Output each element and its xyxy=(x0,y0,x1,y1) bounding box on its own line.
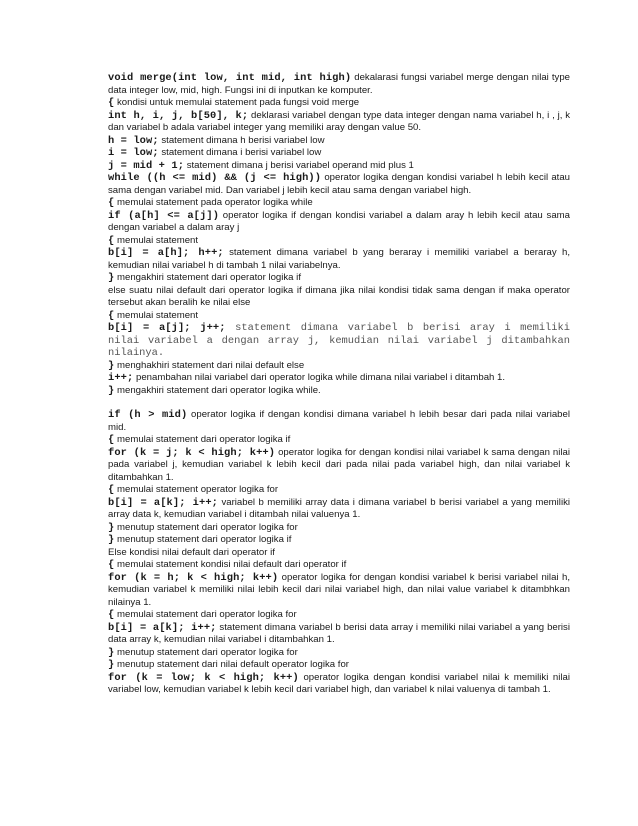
code-explanation-line xyxy=(108,559,570,572)
explanation-text: menutup statement dari operator logika for xyxy=(114,521,298,533)
code-snippet: for (k = low; k < high; k++) xyxy=(108,671,299,684)
explanation-text: statement dimana variabel b berisi data array i memiliki nilai variabel a yang berisi data array k, kemudian nilai variabel i ditambahkan 1. xyxy=(108,621,570,645)
code-explanation-line xyxy=(108,672,570,697)
code-snippet: b[i] = a[k]; i++; xyxy=(108,621,217,634)
code-explanation-line xyxy=(108,547,570,560)
code-explanation-line xyxy=(108,247,570,272)
explanation-text: operator logika for dengan kondisi nilai variabel k sama dengan nilai pada variabel j, kemudian variabel k lebih kecil dari pada nilai pada variabel high, dan nilai variabel k ditambahkan 1. xyxy=(108,446,570,483)
code-explanation-line xyxy=(108,235,570,248)
code-snippet: j = mid + 1; xyxy=(108,159,185,172)
code-snippet: int h, i, j, b[50], k; xyxy=(108,109,249,122)
explanation-text: operator logika dengan kondisi variabel h lebih kecil atau sama dengan variabel mid. Dan variabel j lebih kecil atau sama dengan variabel high. xyxy=(108,172,570,196)
code-snippet: } xyxy=(108,534,115,546)
code-snippet: { xyxy=(108,197,115,209)
explanation-text: statement dimana variabel b berisi aray i memiliki nilai variabel a dengan array j, kemudian nilai variabel j ditambahkan nilainya. xyxy=(108,322,571,359)
code-snippet: { xyxy=(108,97,115,109)
explanation-text: penambahan nilai variabel dari operator logika while dimana nilai variabel i ditambah 1. xyxy=(133,372,506,383)
explanation-text: dekalarasi fungsi variabel merge dengan nilai type data integer low, mid, high. Fungsi ini di inputkan ke komputer. xyxy=(108,72,570,96)
code-snippet: { xyxy=(108,484,115,496)
code-snippet: h = low; xyxy=(108,134,159,147)
code-snippet: } xyxy=(108,272,115,284)
code-snippet: for (k = h; k < high; k++) xyxy=(108,571,279,584)
code-explanation-line xyxy=(108,160,570,173)
code-snippet: { xyxy=(108,559,115,571)
explanation-text: menghakhiri statement dari nilai default else xyxy=(114,359,305,371)
code-explanation-line xyxy=(108,285,570,310)
explanation-text: operator logika for dengan kondisi variabel k berisi variabel nilai h, kemudian variabel k memiliki nilai lebih kecil dari nilai variabel high, dan nilai value variabel k ditambhkan nilainya 1. xyxy=(108,571,570,608)
code-explanation-line xyxy=(108,272,570,285)
code-explanation-line xyxy=(108,484,570,497)
code-explanation-line xyxy=(108,572,570,610)
code-explanation-line xyxy=(108,609,570,622)
explanation-text: memulai statement kondisi nilai default dari operator if xyxy=(114,559,347,570)
code-explanation-line xyxy=(108,172,570,197)
code-explanation-line xyxy=(108,497,570,522)
document-page xyxy=(108,72,570,697)
explanation-text: statement dimana h berisi variabel low xyxy=(158,134,325,146)
paragraph-gap xyxy=(108,397,570,409)
code-snippet: } xyxy=(108,384,115,397)
code-explanation-line xyxy=(108,135,570,148)
explanation-text: memulai statement dari operator logika for xyxy=(114,609,297,620)
code-explanation-line xyxy=(108,147,570,160)
code-explanation-line xyxy=(108,197,570,210)
code-snippet: if (a[h] <= a[j]) xyxy=(108,209,220,222)
explanation-text: mengakhiri statement dari operator logika while. xyxy=(114,384,321,396)
explanation-text: menutup statement dari operator logika for xyxy=(114,646,298,658)
code-snippet: } xyxy=(108,359,115,372)
code-explanation-line xyxy=(108,659,570,672)
code-snippet: } xyxy=(108,521,115,534)
explanation-text: statement dimana variabel b yang beraray i memiliki variabel a beraray h, kemudian nilai variabel h di tambah 1 nilai variabelnya. xyxy=(108,247,570,271)
explanation-text: memulai statement xyxy=(114,234,199,246)
code-explanation-line xyxy=(108,534,570,547)
code-explanation-line xyxy=(108,360,570,373)
explanation-text: statement dimana i berisi variabel low xyxy=(158,147,322,158)
code-snippet: i++; xyxy=(108,372,134,384)
code-snippet: i = low; xyxy=(108,147,159,159)
code-snippet: { xyxy=(108,234,115,247)
code-snippet: void merge(int low, int mid, int high) xyxy=(108,72,352,84)
explanation-text: else suatu nilai default dari operator logika if dimana jika nilai kondisi tidak sama dengan if maka operator tersebut akan beralih ke nilai else xyxy=(108,284,570,308)
code-explanation-line xyxy=(108,110,570,135)
code-explanation-line xyxy=(108,647,570,660)
explanation-text: memulai statement operator logika for xyxy=(114,484,279,495)
code-explanation-line xyxy=(108,210,570,235)
code-snippet: while ((h <= mid) && (j <= high)) xyxy=(108,172,322,184)
code-explanation-line xyxy=(108,522,570,535)
code-snippet: } xyxy=(108,659,115,671)
explanation-text: mengakhiri statement dari operator logika if xyxy=(114,272,301,283)
code-snippet: { xyxy=(108,434,115,446)
code-explanation-line xyxy=(108,434,570,447)
code-snippet: } xyxy=(108,646,115,659)
code-snippet: b[i] = a[k]; i++; xyxy=(108,496,219,509)
explanation-text: operator logika if dengan kondisi dimana variabel h lebih besar dari pada nilai variabel mid. xyxy=(108,409,570,433)
code-snippet: { xyxy=(108,309,115,322)
code-explanation-line xyxy=(108,372,570,385)
code-explanation-line xyxy=(108,97,570,110)
code-explanation-line xyxy=(108,622,570,647)
code-explanation-line xyxy=(108,310,570,323)
explanation-text: deklarasi variabel dengan type data integer dengan nama variabel h, i , j, k dan variabel b adala variabel integer yang memiliki aray dengan value 50. xyxy=(108,109,570,133)
code-snippet: { xyxy=(108,609,115,621)
explanation-text: statement dimana j berisi variabel operand mid plus 1 xyxy=(184,159,414,171)
code-snippet: if (h > mid) xyxy=(108,409,188,421)
explanation-text: Else kondisi nilai default dari operator if xyxy=(108,546,275,558)
code-snippet: b[i] = a[j]; j++; xyxy=(108,322,226,334)
explanation-text: variabel b memiliki array data i dimana variabel b berisi variabel a yang memiliki array data k, kemudian variabel i ditambah nilai valuenya 1. xyxy=(108,496,570,520)
explanation-text: operator logika dengan kondisi variabel nilai k memiliki nilai variabel low, kemudian variabel k lebih kecil dari variabel high, dan variabel k nilai valuenya di tambah 1. xyxy=(108,671,570,695)
code-explanation-line xyxy=(108,322,570,360)
explanation-text: memulai statement dari operator logika if xyxy=(114,434,291,445)
code-explanation-line xyxy=(108,447,570,485)
explanation-text: memulai statement pada operator logika while xyxy=(114,197,313,208)
code-explanation-line xyxy=(108,409,570,434)
code-explanation-line xyxy=(108,385,570,398)
explanation-text: memulai statement xyxy=(114,309,199,321)
explanation-text: operator logika if dengan kondisi variabel a dalam aray h lebih kecil atau sama dengan variabel a dalam aray j xyxy=(108,209,570,233)
code-explanation-line xyxy=(108,72,570,97)
explanation-text: kondisi untuk memulai statement pada fungsi void merge xyxy=(114,97,360,108)
code-snippet: for (k = j; k < high; k++) xyxy=(108,446,276,459)
explanation-text: menutup statement dari nilai default operator logika for xyxy=(114,659,349,670)
code-snippet: b[i] = a[h]; h++; xyxy=(108,247,224,259)
explanation-text: menutup statement dari operator logika if xyxy=(114,534,292,545)
